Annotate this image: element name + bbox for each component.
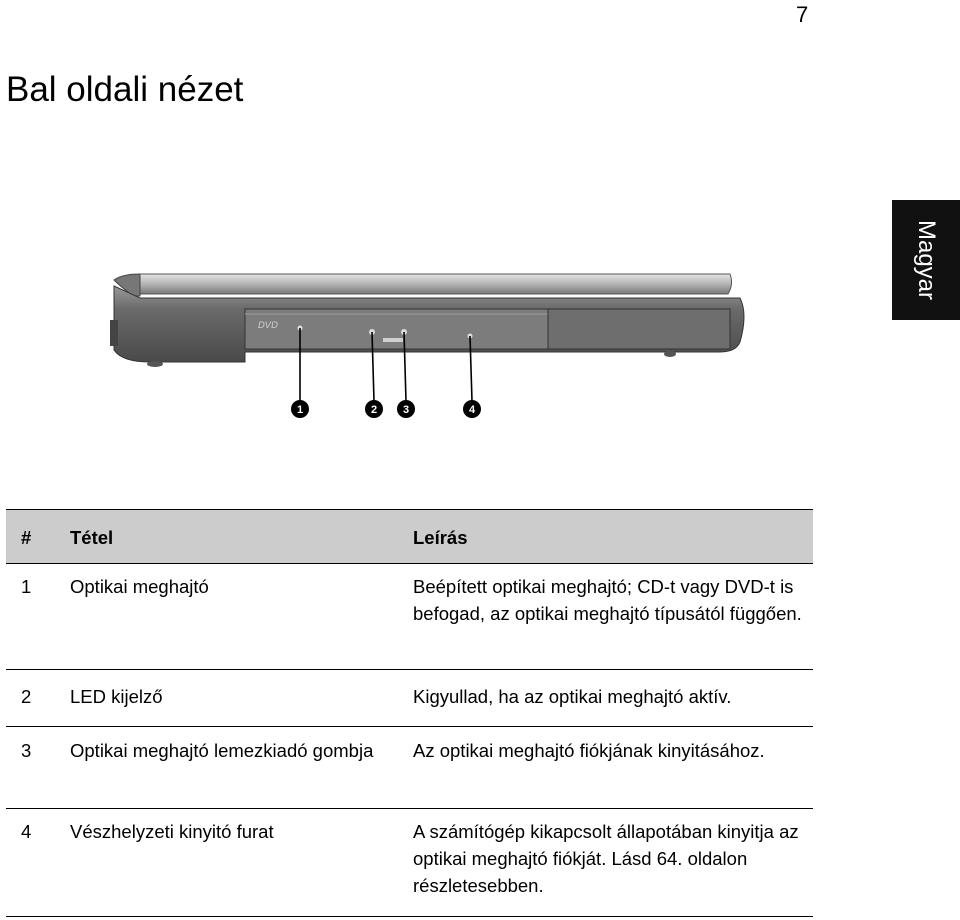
header-description: Leírás [413, 527, 468, 548]
row-description: A számítógép kikapcsolt állapotában kinyitja az optikai meghajtó fiókját. Lásd 64. oldalon részletesebben. [413, 821, 799, 896]
callout-3 [397, 400, 415, 418]
laptop-left-side-illustration [100, 262, 760, 432]
row-description: Az optikai meghajtó fiókjának kinyitásához. [413, 740, 765, 761]
svg-text:1: 1 [296, 404, 304, 416]
row-number: 2 [21, 686, 32, 707]
row-item: Optikai meghajtó lemezkiadó gombja [70, 740, 374, 761]
row-item: Vészhelyzeti kinyitó furat [70, 821, 274, 842]
page-title: Bal oldali nézet [6, 70, 244, 109]
page-number: 7 [796, 2, 809, 27]
table-bottom-rule [6, 916, 813, 917]
callout-2 [365, 400, 383, 418]
row-item: LED kijelző [70, 686, 163, 707]
row-description: Kigyullad, ha az optikai meghajtó aktív. [413, 686, 732, 707]
row-number: 1 [21, 576, 32, 597]
row-item: Optikai meghajtó [70, 576, 209, 597]
row-number: 3 [21, 740, 32, 761]
language-tab [892, 200, 960, 320]
callout-1 [291, 400, 309, 418]
callout-4 [463, 400, 481, 418]
language-tab-label: Magyar [913, 219, 940, 301]
row-number: 4 [21, 821, 32, 842]
header-item: Tétel [70, 527, 114, 548]
row-description: Beépített optikai meghajtó; CD-t vagy DVD-t is befogad, az optikai meghajtó típusától függően. [413, 576, 802, 624]
svg-text:3: 3 [402, 404, 410, 416]
row-divider [6, 726, 813, 727]
laptop-body [110, 274, 744, 367]
row-divider [6, 669, 813, 670]
eject-button [383, 338, 403, 342]
row-divider [6, 808, 813, 809]
svg-text:4: 4 [468, 404, 476, 416]
header-number: # [21, 527, 32, 548]
table-header [6, 509, 813, 564]
svg-text:2: 2 [370, 404, 378, 416]
dvd-logo: DVD [258, 321, 279, 331]
